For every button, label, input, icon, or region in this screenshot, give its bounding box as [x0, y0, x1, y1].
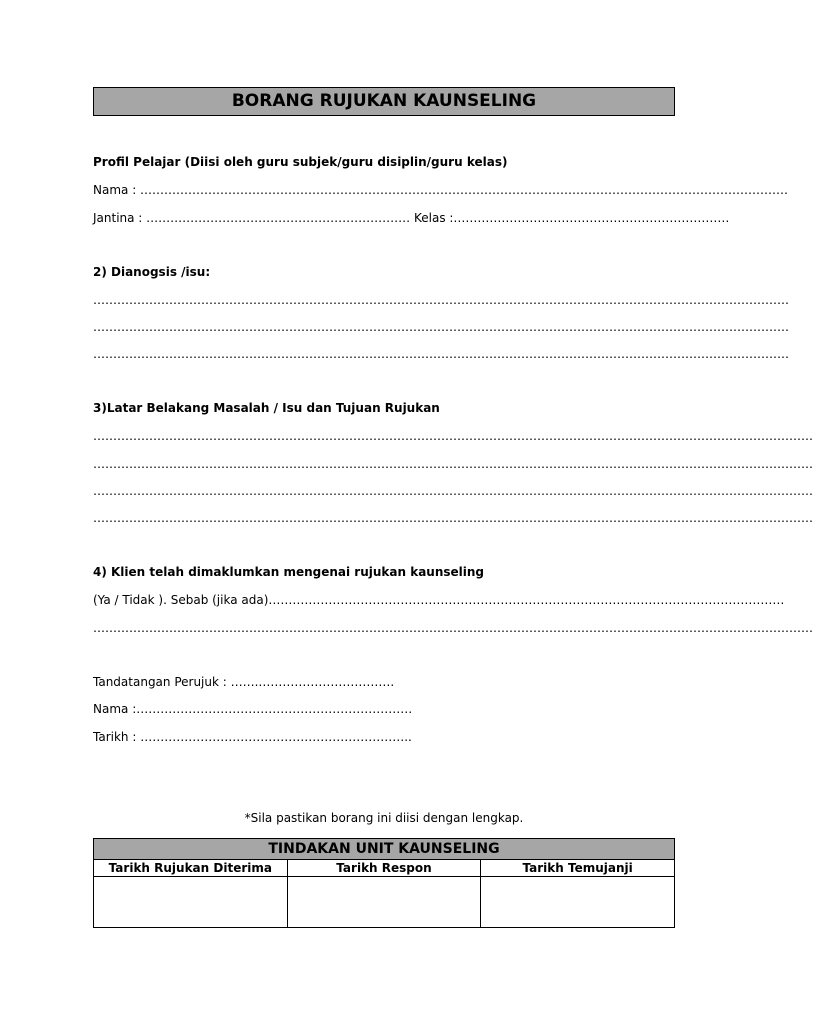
- diagnosis-line: …………………………………………………………………………………………………………………………………………………………: [93, 347, 789, 361]
- signature-line: Tandatangan Perujuk : …….…………………………….: [93, 675, 395, 689]
- response-date-cell[interactable]: [287, 877, 481, 928]
- diagnosis-line: …………………………………………………………………………………………………………………………………………………………: [93, 320, 789, 334]
- background-heading: 3)Latar Belakang Masalah / Isu dan Tujuan Rujukan: [93, 401, 440, 415]
- profile-heading: Profil Pelajar (Diisi oleh guru subjek/guru disiplin/guru kelas): [93, 155, 508, 169]
- background-line: ………………………………………………………………………………………………………………………………………………………………: [93, 484, 813, 498]
- counselling-unit-action-table: [93, 838, 675, 928]
- diagnosis-heading: 2) Dianogsis /isu:: [93, 265, 211, 279]
- background-line: ………………………………………………………………………………………………………………………………………………………………: [93, 429, 813, 443]
- diagnosis-line: …………………………………………………………………………………………………………………………………………………………: [93, 293, 789, 307]
- client-reason-line: (Ya / Tidak ). Sebab (jika ada)…………………………………………………………………………………………………………………: [93, 593, 785, 607]
- date-line: Tarikh : …………………………………………………………..: [93, 730, 412, 744]
- completion-note: *Sila pastikan borang ini diisi dengan lengkap.: [244, 811, 524, 825]
- client-reason-line: ………………………………………………………………………………………………………………………………………………………………: [93, 621, 813, 635]
- column-header-appointment-date: Tarikh Temujanji: [481, 860, 675, 877]
- action-table-title: TINDAKAN UNIT KAUNSELING: [94, 839, 675, 860]
- background-line: ………………………………………………………………………………………………………………………………………………………………: [93, 457, 813, 471]
- referral-received-date-cell[interactable]: [94, 877, 288, 928]
- client-informed-heading: 4) Klien telah dimaklumkan mengenai rujukan kaunseling: [93, 565, 485, 579]
- appointment-date-cell[interactable]: [481, 877, 675, 928]
- column-header-response-date: Tarikh Respon: [287, 860, 481, 877]
- referrer-name-line: Nama :……………………………………………………………: [93, 702, 413, 716]
- gender-class-field-line: Jantina : ………………………………………………………… Kelas :……………………………………………………………: [93, 211, 730, 225]
- column-header-referral-received-date: Tarikh Rujukan Diterima: [94, 860, 288, 877]
- form-title: BORANG RUJUKAN KAUNSELING: [93, 87, 675, 116]
- name-field-line: Nama : ………………………………………………………………………………………………………………………………………………: [93, 183, 789, 197]
- background-line: ………………………………………………………………………………………………………………………………………………………………: [93, 511, 813, 525]
